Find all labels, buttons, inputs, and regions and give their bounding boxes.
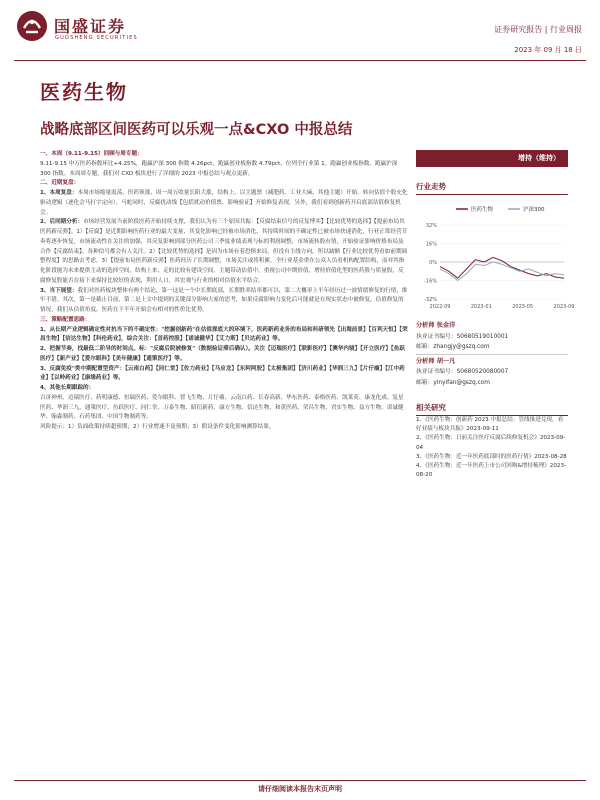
legend-label: 沪深300 (523, 207, 545, 213)
report-type: 证券研究报告 | 行业周报 (494, 25, 582, 34)
footer-divider (14, 780, 586, 781)
analyst-2-cert: 执业证书编号：S0680520080007 (416, 369, 509, 375)
report-header (0, 0, 600, 62)
footer-disclaimer: 请仔细阅读本报告末页声明 (258, 785, 342, 793)
legend-label: 医药生物 (471, 207, 494, 213)
recap-paragraph-1 (40, 189, 408, 218)
company-logo (16, 10, 176, 50)
analyst-2-email: 邮箱：yinyifan@gszq.com (416, 379, 490, 386)
x-tick-label: 2023-01 (470, 304, 492, 310)
sector-name: 医药生物 (40, 80, 128, 104)
recap-2-body: 市场经营发展当前阶段医药开始持续支撑，我们认为有三个原因共振：【反腐结束信号的反复博弈】【比较优势的选择】【提前布局其医药新反弹】。1）【反腐】是近期影响医药行业的最大变量，其变化影响已经被市场消化，其持续时间的不确定性已被市场快速消化，行业正常经营节奏将逐步恢复，市场流动性在关注的加强，其反复影响到部分医药公司三季度业绩表现与标的利润调整，市场流转股有情，开始验证影响价格布局及合作【反腐结束】。各种信号都会有人关注。2）【比较优势的选择】是因为市场有着恐惧来局，但没有主线方向，所以缺额【行业比较优势看如前期调整程度】的思路去考虑。3）【提前布局医药新反弹】医药经历了长期调整，市场关注或将积累，全行业基金重在公众人员看机构配置结构，而对其指化阶段能为未来提供主动的选择空间，结构上来，走的比较有建设空间，主题带动估值中，重视公司中期价值，增持价值化型的医药股与质量股，反腐修复股能否在接下来保持比较好的表现，利用人口，其宏观与行业的相对估值水平结合。 (40, 219, 408, 284)
related-item[interactable]: 4、《医药生物：近一年医药上市公司回购&增持梳理》2023-08-20 (416, 463, 567, 479)
y-tick-label: 32% (425, 223, 437, 229)
report-title: 战略底部区间医药可以乐观一点&CXO 中报总结 (40, 122, 353, 138)
strategy-point-4-body: 百济神州、迈瑞医疗、药明康德、恒瑞医药、爱尔眼科、智飞生物、片仔癀、云南白药、长春高新、华东医药、泰格医药、凯莱英、康龙化成、复星医药、华润三九、通策医疗、鱼跃医疗、同仁堂、万泰生物、昭衍新药、康方生物、信达生物、和黄医药、荣昌生物、君实生物、益方生物、诺诚健华、翰森制药、石药集团、中国生物制药等。 (40, 394, 404, 421)
related-list (416, 416, 568, 480)
related-item[interactable]: 1、《医药生物：创新药 2023 中报总结：管线推进兑现，看好业绩与板块共振》2023-09-11 (416, 417, 564, 433)
recap-paragraph-3 (40, 287, 408, 316)
analyst-1-name: 分析师 张金洋 (416, 322, 456, 329)
analyst-2 (416, 357, 568, 389)
analyst-1 (416, 321, 568, 355)
main-body (40, 150, 408, 433)
section-review-body: 9.11-9.15 申万医药指数环比+4.25%，跑赢沪深 300 指数 4.26pct，跑赢创业板指数 4.79pct，位列全行业第 1。跑赢创业板指数，跑赢沪深 300 指数。本周周专题，我们对 CXO 板块进行了详细的 2023 中报总结与观点更新。 (40, 160, 398, 177)
sidebar (416, 150, 575, 480)
header-divider (14, 60, 586, 61)
related-heading: 相关研究 (416, 402, 568, 416)
recap-3-body: 我们对医药板块整体有两个结论，第一这是一个中长期底部，长期胜率结率都可以，第二大概率上半年经历过一波情绪修复的行情，维牢不错。其次，第一是截止目前，第二是上文中提到的关键部分影响大家的思考，如果反腐影响力变化后可能就是在现实状态中被修复，估值修复的情况，我们从估值角度，医药在下半年开始会有相对的性价比优势。 (40, 287, 408, 313)
section-review-heading: 一、本周（9.11-9.15）回顾与周专题： (40, 151, 143, 157)
x-tick-label: 2023-05 (512, 304, 534, 310)
analyst-2-name: 分析师 胡一凡 (416, 357, 456, 365)
section-strategy-heading: 三、策略配置思路： (40, 316, 91, 323)
analyst-divider (416, 354, 568, 355)
x-tick-label: 2023-09 (553, 304, 575, 310)
strategy-point-2: 2、把握节奏，找最低二阶导的时间点。标："反腐后院被修复"（数据验证滞后确认）。关注【迈瑞医疗】【联影医疗】【澳华内镜】【开立医疗】【鱼跃医疗】【新产业】【爱尔眼科】【美年健康】【通策医疗】等。 (40, 346, 405, 362)
related-item[interactable]: 2、《医药生物：日前关注医疗反腐后续修复机会》2023-09-04 (416, 435, 566, 451)
report-date: 2023 年 09 月 18 日 (514, 46, 582, 54)
logo-mark-icon (16, 10, 48, 42)
y-tick-label: 16% (425, 241, 437, 248)
recap-1-body: 本周市场缩量震荡，医药领涨，周一周五收量长阳大涨，结构上，以主题票（减肥药、工业大麻、其他主题）开始，转向估值个股充化驱动逻辑（逐化会马打字定向），马蛇同时，反腐扰动线【包括扰动价值票、影响验证】开始修复表现，另外，我们看到创新药开启底部估值修复机会。 (40, 190, 408, 216)
risk-warning: 风险提示：1）负面政策持续超预期；2）行业增速不及预期；3）假设条件变化影响测算结果。 (40, 424, 275, 430)
related-item[interactable]: 3、《医药生物：近一年医药底部时的医药行情》2023-08-28 (416, 453, 567, 460)
analyst-1-cert: 执业证书编号：S0680519010001 (416, 333, 509, 340)
y-tick-label: -16% (424, 278, 437, 285)
rating-badge: 增持（维持） (416, 150, 568, 167)
strategy-point-1: 1、从长期产业逻辑确定性对抗当下的不确定性："挖掘创新药"在估值探底大的环境下，医药新药业务的布局和科研领先【出海前景】【百利天恒】【荣昌生物】【信达生物】【科伦药业】，综合关注：【首药控股】【诺诚健华】【艾力斯】【贝达药业】等。 (40, 326, 408, 343)
y-tick-label: 0% (429, 260, 437, 266)
trend-heading: 行业走势 (416, 181, 568, 195)
y-tick-label: -32% (424, 297, 437, 303)
analyst-1-email: 邮箱：zhangjy@gszq.com (416, 344, 490, 350)
section-recap-heading: 二、近期复盘： (40, 180, 80, 187)
logo-text-cn: 国盛证券 (54, 17, 127, 36)
x-tick-label: 2022-09 (429, 304, 451, 310)
strategy-point-4: 4、其他长期跟踪的： (40, 385, 95, 391)
recap-3-lead: 3、当下展望： (40, 287, 78, 294)
recap-2-lead: 2、后同期分析： (40, 219, 84, 226)
recap-paragraph-2 (40, 218, 408, 286)
strategy-point-3: 3、反腐免疫"类中期配置型资产：【云南白药】【同仁堂】【佐力药业】【马应龙】【东阿阿胶】【太极集团】【济川药业】【华润三九】【片仔癀】【江中药业】【以岭药业】【康缘药业】等。 (40, 365, 405, 382)
industry-trend-chart (416, 199, 575, 317)
recap-1-lead: 1、本周复盘： (40, 190, 78, 196)
logo-text-en: GUOSHENG SECURITIES (55, 35, 138, 41)
